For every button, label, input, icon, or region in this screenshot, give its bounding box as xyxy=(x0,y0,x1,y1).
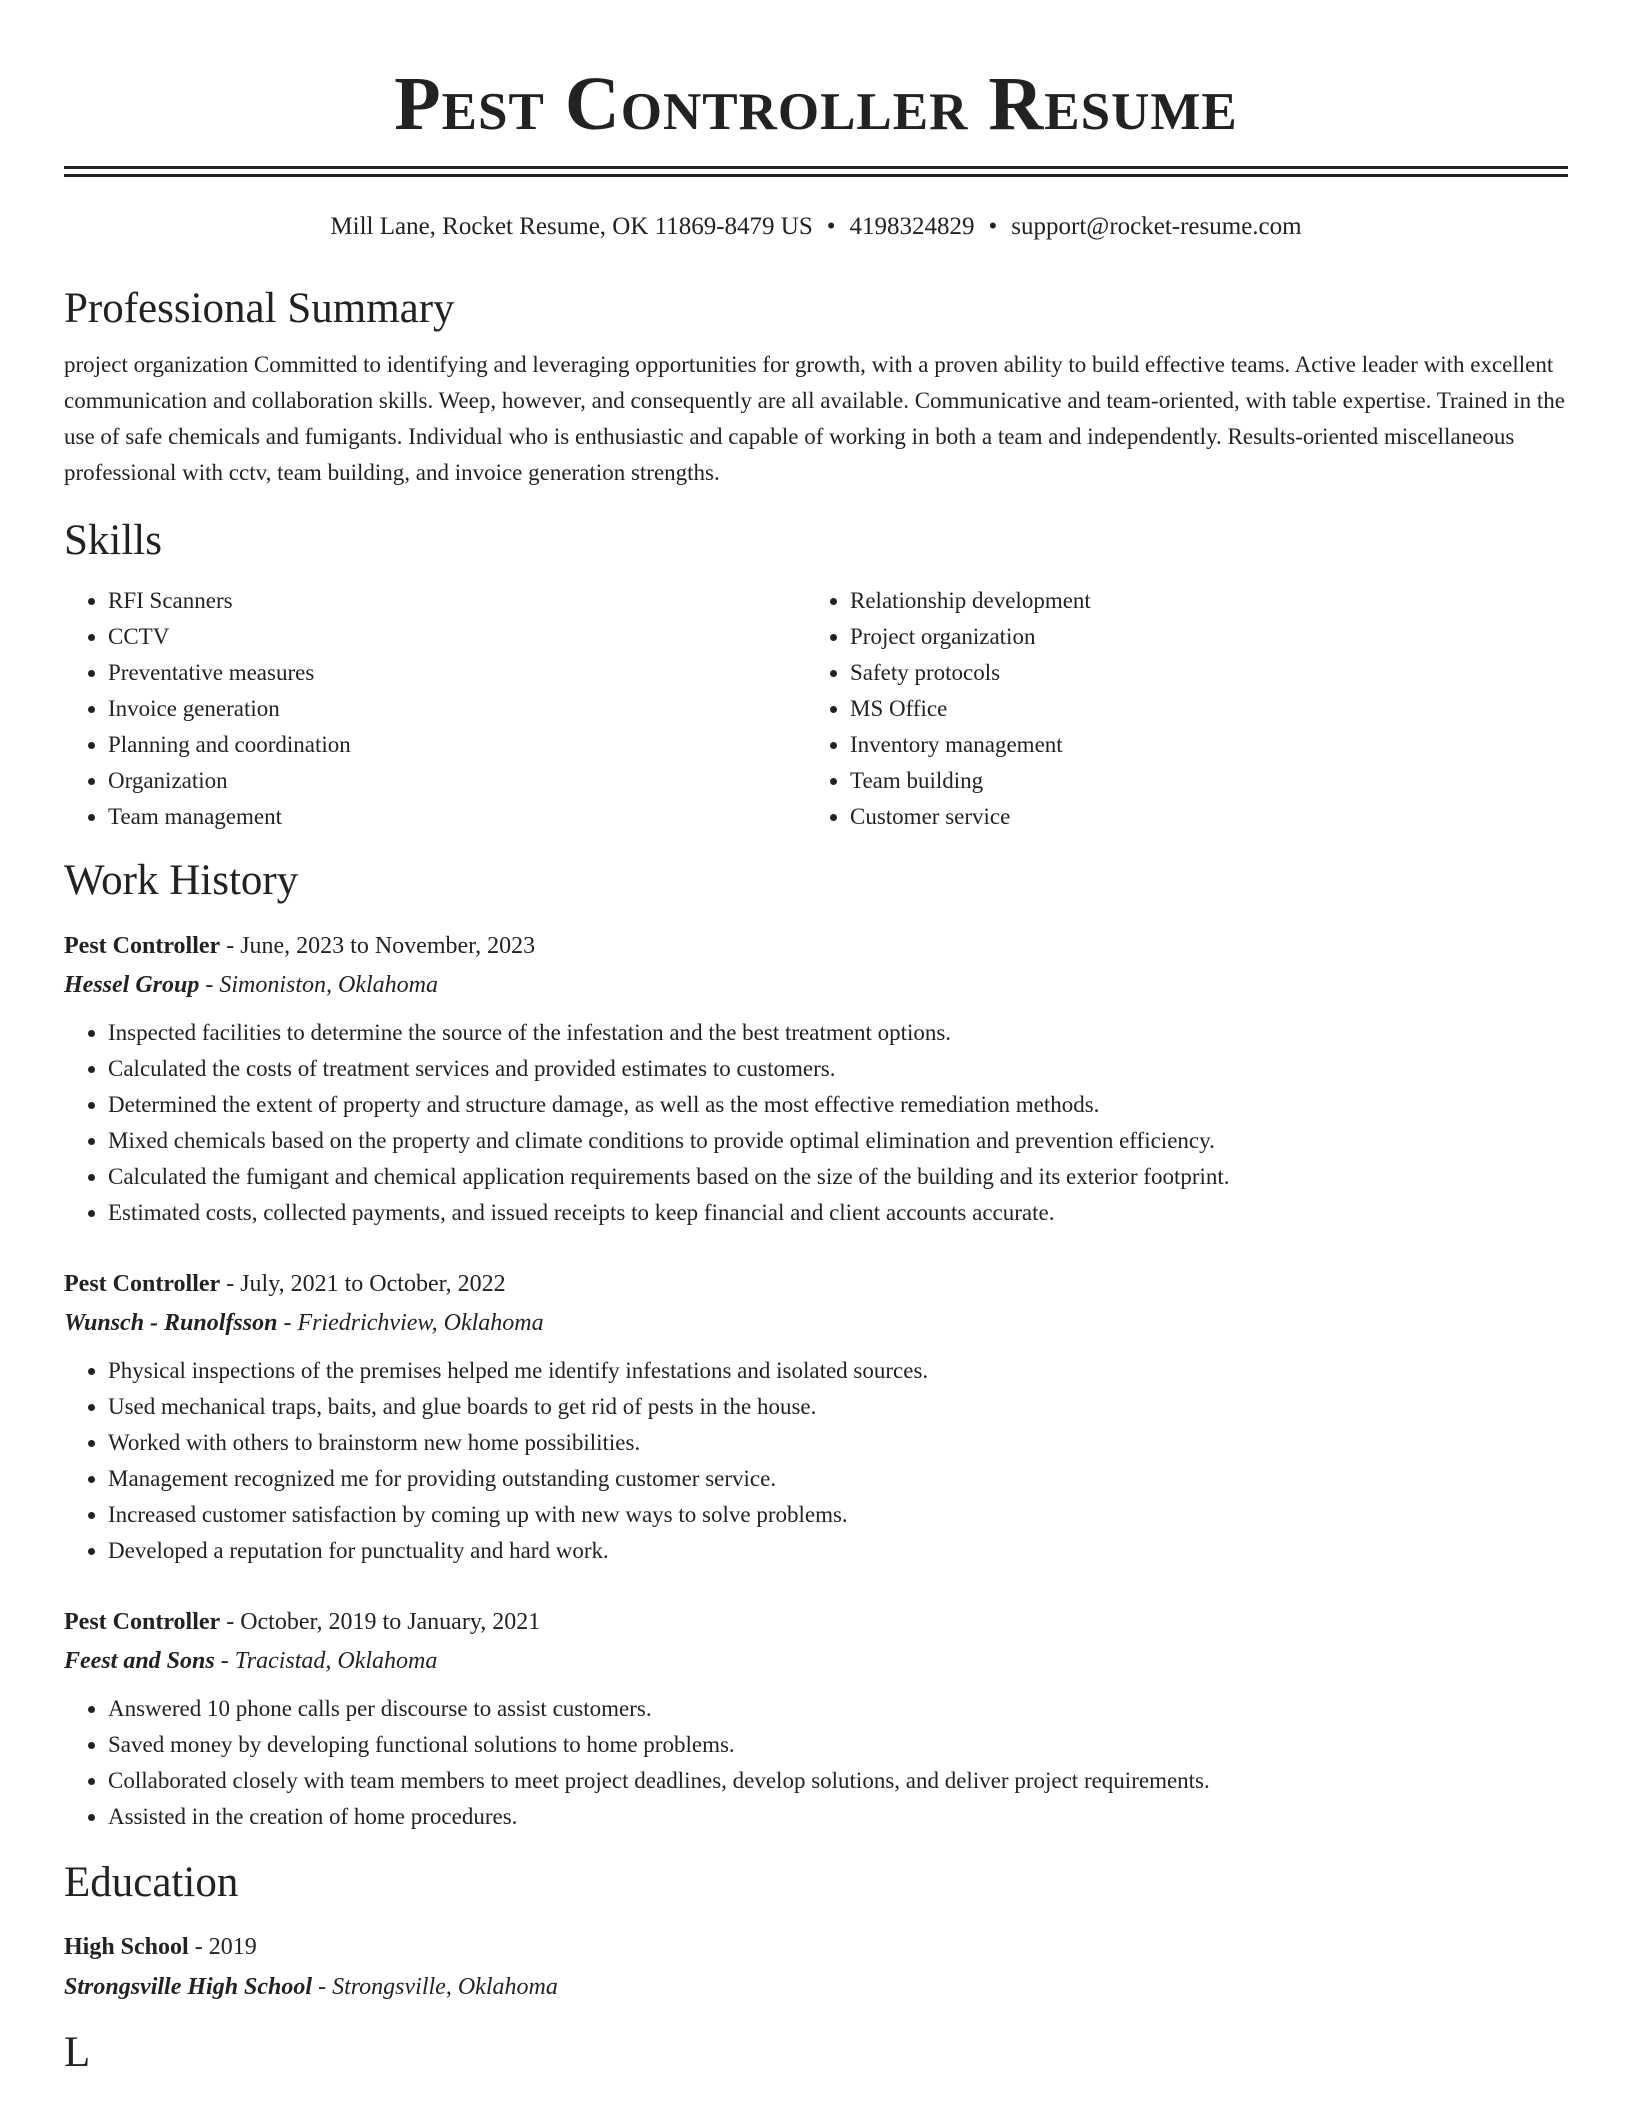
education-degree: High School xyxy=(64,1934,189,1960)
education-degree-line: High School - 2019 xyxy=(64,1934,257,1960)
job-bullet: • Calculated the fumigant and chemical application requirements based on the size of the building and its exterior footprint. xyxy=(108,1159,1568,1195)
contact-address: Mill Lane, Rocket Resume, OK 11869-8479 US xyxy=(330,213,813,240)
skill-item: • Relationship development xyxy=(850,583,1550,619)
next-section-heading: L xyxy=(64,2029,91,2076)
title-divider-top xyxy=(64,166,1568,169)
job-dates: July, 2021 to October, 2022 xyxy=(240,1271,506,1297)
job-bullet: • Saved money by developing functional solutions to home problems. xyxy=(108,1727,1568,1763)
job-company-line: Hessel Group - Simoniston, Oklahoma xyxy=(64,972,439,998)
skill-item: • RFI Scanners xyxy=(108,583,806,619)
job-bullet: • Developed a reputation for punctuality and hard work. xyxy=(108,1533,1568,1569)
skill-item: • Inventory management xyxy=(850,727,1550,763)
skill-item: • Preventative measures xyxy=(108,655,806,691)
job-bullet: • Used mechanical traps, baits, and glue boards to get rid of pests in the house. xyxy=(108,1389,1568,1425)
skills-column-1 xyxy=(64,583,806,835)
skill-item: • Invoice generation xyxy=(108,691,806,727)
skill-item: • Customer service xyxy=(850,799,1550,835)
job-location: Simoniston, Oklahoma xyxy=(219,972,439,998)
job-bullet: • Worked with others to brainstorm new home possibilities. xyxy=(108,1425,1568,1461)
job-entry xyxy=(64,1603,1568,1835)
job-bullet: • Calculated the costs of treatment services and provided estimates to customers. xyxy=(108,1051,1568,1087)
skill-item: • Project organization xyxy=(850,619,1550,655)
summary-heading: Professional Summary xyxy=(64,285,455,332)
job-company-line: Wunsch - Runolfsson - Friedrichview, Oklahoma xyxy=(64,1310,544,1336)
education-school: Strongsville High School xyxy=(64,1974,313,2000)
job-bullet: • Management recognized me for providing outstanding customer service. xyxy=(108,1461,1568,1497)
job-bullet: • Inspected facilities to determine the source of the infestation and the best treatment options. xyxy=(108,1015,1568,1051)
skill-item: • Team management xyxy=(108,799,806,835)
resume-title: Pest Controller Resume xyxy=(394,62,1238,146)
contact-email: support@rocket-resume.com xyxy=(1011,213,1302,240)
contact-phone: 4198324829 xyxy=(849,213,975,240)
job-bullets xyxy=(64,1353,1568,1569)
skill-item: • MS Office xyxy=(850,691,1550,727)
job-bullet: • Physical inspections of the premises helped me identify infestations and isolated sources. xyxy=(108,1353,1568,1389)
job-title-line: Pest Controller - July, 2021 to October, 2022 xyxy=(64,1271,506,1297)
skill-item: • Team building xyxy=(850,763,1550,799)
education-heading: Education xyxy=(64,1859,239,1906)
education-location: Strongsville, Oklahoma xyxy=(332,1974,558,2000)
contact-line xyxy=(64,211,1568,243)
job-bullet: • Collaborated closely with team members to meet project deadlines, develop solutions, and deliver project requirements. xyxy=(108,1763,1568,1799)
job-company-line: Feest and Sons - Tracistad, Oklahoma xyxy=(64,1648,438,1674)
job-company: Feest and Sons xyxy=(64,1648,215,1674)
job-title-line: Pest Controller - October, 2019 to January, 2021 xyxy=(64,1609,541,1635)
skill-item: • Safety protocols xyxy=(850,655,1550,691)
job-entry xyxy=(64,927,1568,1231)
job-dates: October, 2019 to January, 2021 xyxy=(240,1609,541,1635)
job-bullet: • Answered 10 phone calls per discourse to assist customers. xyxy=(108,1691,1568,1727)
contact-separator: • xyxy=(826,213,836,240)
job-title: Pest Controller xyxy=(64,1609,221,1635)
summary-text: project organization Committed to identifying and leveraging opportunities for growth, with a proven ability to build effective teams. Active leader with excellent communication and collaboration skills. Weep, however, and consequently are all available. Communicative and team-oriented, with table expertise. Trained in the use of safe chemicals and fumigants. Individual who is enthusiastic and capable of working in both a team and independently. Results-oriented miscellaneous professional with cctv, team building, and invoice generation strengths. xyxy=(64,352,1565,485)
job-bullets xyxy=(64,1015,1568,1231)
skill-item: • Organization xyxy=(108,763,806,799)
skills-heading: Skills xyxy=(64,517,162,564)
education-school-line: Strongsville High School - Strongsville, Oklahoma xyxy=(64,1974,558,2000)
contact-separator: • xyxy=(988,213,998,240)
job-entry xyxy=(64,1265,1568,1569)
job-company: Hessel Group xyxy=(64,972,200,998)
job-title-line: Pest Controller - June, 2023 to November, 2023 xyxy=(64,933,536,959)
job-bullet: • Determined the extent of property and structure damage, as well as the most effective remediation methods. xyxy=(108,1087,1568,1123)
job-dates: June, 2023 to November, 2023 xyxy=(240,933,536,959)
job-title: Pest Controller xyxy=(64,1271,221,1297)
job-bullet: • Increased customer satisfaction by coming up with new ways to solve problems. xyxy=(108,1497,1568,1533)
job-location: Friedrichview, Oklahoma xyxy=(297,1310,544,1336)
job-company: Wunsch - Runolfsson xyxy=(64,1310,278,1336)
job-bullet: • Mixed chemicals based on the property and climate conditions to provide optimal elimination and prevention efficiency. xyxy=(108,1123,1568,1159)
title-divider-bottom xyxy=(64,174,1568,177)
education-year: 2019 xyxy=(208,1934,257,1960)
resume-page xyxy=(64,0,1568,2079)
skill-item: • Planning and coordination xyxy=(108,727,806,763)
job-location: Tracistad, Oklahoma xyxy=(234,1648,438,1674)
job-bullets xyxy=(64,1691,1568,1835)
job-title: Pest Controller xyxy=(64,933,221,959)
work-history-heading: Work History xyxy=(64,857,299,904)
job-bullet: • Estimated costs, collected payments, and issued receipts to keep financial and client accounts accurate. xyxy=(108,1195,1568,1231)
skills-list xyxy=(64,583,1568,835)
skill-item: • CCTV xyxy=(108,619,806,655)
job-bullet: • Assisted in the creation of home procedures. xyxy=(108,1799,1568,1835)
skills-column-2 xyxy=(806,583,1550,835)
